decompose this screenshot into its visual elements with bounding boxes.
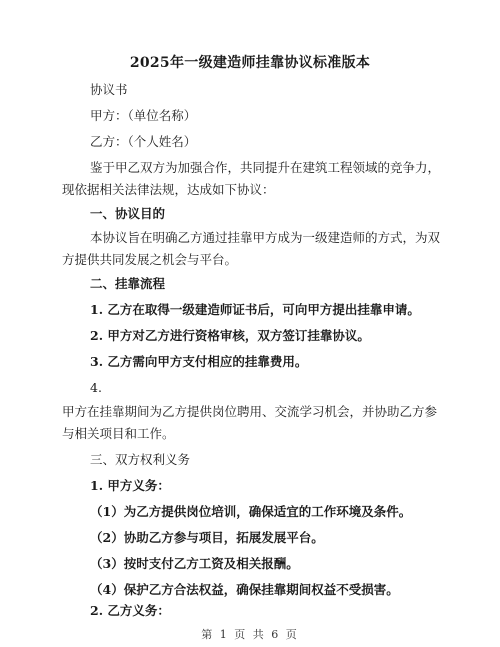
section-2-item-1: 1. 乙方在取得一级建造师证书后，可向甲方提出挂靠申请。 [90, 302, 420, 317]
section-3-sub-1: 1. 甲方义务： [90, 478, 170, 493]
section-2-item-4: 4. [90, 380, 102, 395]
section-2-heading: 二、挂靠流程 [90, 276, 166, 291]
section-2-item-2: 2. 甲方对乙方进行资格审核，双方签订挂靠协议。 [90, 328, 370, 343]
section-3-sub-2: 2. 乙方义务： [90, 603, 170, 618]
page-footer: 第 1 页 共 6 页 [201, 628, 299, 641]
section-3-sub-1-item-1: （1）为乙方提供岗位培训，确保适宜的工作环境及条件。 [90, 504, 412, 519]
intro-line-1: 鉴于甲乙双方为加强合作，共同提升在建筑工程领域的竞争力， [90, 160, 441, 175]
section-3-sub-1-item-4: （4）保护乙方合法权益，确保挂靠期间权益不受损害。 [90, 582, 399, 597]
section-3-sub-1-item-3: （3）按时支付乙方工资及相关报酬。 [90, 556, 299, 571]
section-1-line-1: 本协议旨在明确乙方通过挂靠甲方成为一级建造师的方式，为双 [90, 230, 441, 245]
section-1-line-2: 方提供共同发展之机会与平台。 [62, 252, 238, 267]
section-2-trailing-line-1: 甲方在挂靠期间为乙方提供岗位聘用、交流学习机会，并协助乙方参 [62, 404, 438, 419]
section-3-sub-1-item-2: （2）协助乙方参与项目，拓展发展平台。 [90, 530, 324, 545]
section-1-heading: 一、协议目的 [90, 206, 166, 221]
section-2-item-3: 3. 乙方需向甲方支付相应的挂靠费用。 [90, 354, 308, 369]
section-3-heading: 三、双方权利义务 [90, 452, 191, 467]
party-b-line: 乙方：（个人姓名） [90, 134, 197, 149]
document-title: 2025年一级建造师挂靠协议标准版本 [129, 55, 371, 71]
intro-line-2: 现依据相关法律法规，达成如下协议： [62, 182, 275, 197]
agreement-label: 协议书 [90, 82, 128, 97]
section-2-trailing-line-2: 与相关项目和工作。 [62, 426, 175, 441]
party-a-line: 甲方：（单位名称） [90, 108, 197, 123]
